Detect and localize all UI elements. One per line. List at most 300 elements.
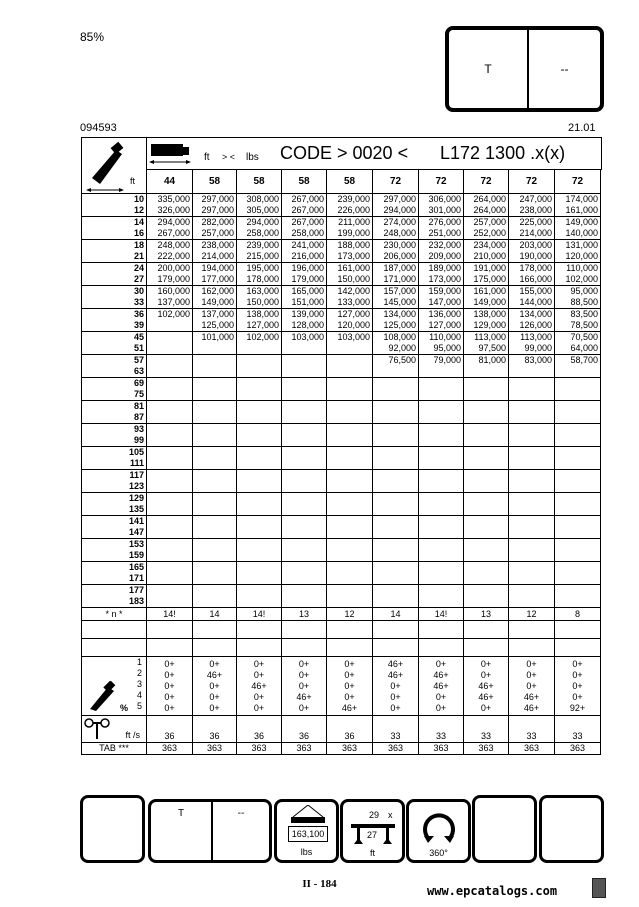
wind-cell: 36 <box>193 716 237 743</box>
load-cell: 137,000 125,000 <box>193 309 237 332</box>
website-link[interactable]: www.epcatalogs.com <box>427 884 558 898</box>
n-value-cell: 14! <box>147 608 193 621</box>
radius-cell: 165 171 <box>82 562 147 585</box>
table-row <box>82 401 601 424</box>
load-cell <box>555 493 601 516</box>
blank-cell <box>555 639 601 657</box>
load-cell <box>193 401 237 424</box>
load-cell <box>464 401 509 424</box>
boom-length-cell: 72 <box>463 169 509 194</box>
load-cell: 195,000 178,000 <box>237 263 282 286</box>
load-cell <box>327 378 373 401</box>
load-cell <box>327 493 373 516</box>
load-cell <box>555 447 601 470</box>
telescope-cell: 46+ 46+ 0+ 0+ 0+ <box>373 657 419 716</box>
radius-cell: 105 111 <box>82 447 147 470</box>
load-cell <box>555 516 601 539</box>
top-box-left: T <box>449 30 529 108</box>
load-cell <box>327 401 373 424</box>
telescope-boom-icon <box>86 681 120 711</box>
telescope-cell: 0+ 0+ 46+ 0+ 0+ <box>237 657 282 716</box>
load-cell: 187,000 171,000 <box>373 263 419 286</box>
load-cell <box>555 424 601 447</box>
load-cell <box>147 378 193 401</box>
load-cell: 297,000 294,000 <box>373 194 419 217</box>
radius-cell: 24 27 <box>82 263 147 286</box>
table-row <box>82 447 601 470</box>
load-cell: 149,000 140,000 <box>555 217 601 240</box>
load-cell: 248,000 222,000 <box>147 240 193 263</box>
load-cell <box>282 424 327 447</box>
load-cell <box>147 585 193 608</box>
outrigger-x-value: 29 <box>369 810 380 820</box>
load-cell <box>555 401 601 424</box>
outrigger-y-value: 27 <box>367 830 378 840</box>
load-cell: 95,000 88,500 <box>555 286 601 309</box>
blank-cell <box>419 621 464 639</box>
boom-length-cell: 72 <box>372 169 419 194</box>
load-cell <box>282 585 327 608</box>
load-cell <box>193 424 237 447</box>
boom-length-cell: 58 <box>192 169 237 194</box>
load-cell <box>419 470 464 493</box>
blank-button-right-1[interactable] <box>472 795 537 863</box>
load-cell: 232,000 209,000 <box>419 240 464 263</box>
load-cell <box>147 424 193 447</box>
load-cell <box>327 516 373 539</box>
load-cell <box>509 378 555 401</box>
load-cell: 110,000 102,000 <box>555 263 601 286</box>
telescope-row <box>82 657 601 716</box>
blank-cell <box>193 639 237 657</box>
table-row <box>82 562 601 585</box>
radius-cell: 117 123 <box>82 470 147 493</box>
load-cell: 163,000 150,000 <box>237 286 282 309</box>
load-cell <box>193 516 237 539</box>
load-cell <box>147 516 193 539</box>
table-row <box>82 378 601 401</box>
load-cell: 155,000 144,000 <box>509 286 555 309</box>
table-row <box>82 194 601 217</box>
doc-number: 094593 <box>80 122 117 134</box>
load-cell: 257,000 252,000 <box>464 217 509 240</box>
wind-row <box>82 716 601 743</box>
load-cell <box>327 562 373 585</box>
load-cell: 267,000 258,000 <box>282 217 327 240</box>
load-cell: 102,000 <box>147 309 193 332</box>
telescope-cell: 0+ 0+ 0+ 0+ 46+ <box>327 657 373 716</box>
radius-cell: 141 147 <box>82 516 147 539</box>
load-cell <box>237 585 282 608</box>
load-cell <box>147 562 193 585</box>
load-cell <box>282 539 327 562</box>
load-cell <box>193 378 237 401</box>
wind-cell: 33 <box>419 716 464 743</box>
table-row <box>82 585 601 608</box>
tab-cell: 363 <box>509 743 555 755</box>
load-cell <box>509 424 555 447</box>
load-cell: 127,000 120,000 <box>327 309 373 332</box>
load-cell <box>193 355 237 378</box>
table-row <box>82 470 601 493</box>
load-cell: 191,000 175,000 <box>464 263 509 286</box>
load-cell <box>282 401 327 424</box>
radius-cell: 93 99 <box>82 424 147 447</box>
telescope-unit: % <box>120 703 129 713</box>
telescope-cell: 0+ 46+ 46+ 0+ 0+ <box>419 657 464 716</box>
load-cell <box>373 447 419 470</box>
load-cell <box>555 470 601 493</box>
counterweight-button[interactable] <box>274 799 339 863</box>
book-icon <box>592 878 606 898</box>
load-cell: 239,000 226,000 <box>327 194 373 217</box>
load-cell: 142,000 133,000 <box>327 286 373 309</box>
load-cell: 103,000 <box>327 332 373 355</box>
load-cell <box>509 585 555 608</box>
wind-cell: 36 <box>327 716 373 743</box>
load-cell: 70,500 64,000 <box>555 332 601 355</box>
tab-cell: 363 <box>555 743 601 755</box>
load-cell: 101,000 <box>193 332 237 355</box>
blank-button-left[interactable] <box>80 795 145 863</box>
load-cell <box>419 401 464 424</box>
table-row <box>82 263 601 286</box>
radius-cell: 36 39 <box>82 309 147 332</box>
n-value-cell: 14 <box>373 608 419 621</box>
load-cell: 157,000 145,000 <box>373 286 419 309</box>
table-row <box>82 355 601 378</box>
blank-cell <box>327 621 373 639</box>
radius-cell: 177 183 <box>82 585 147 608</box>
load-cell: 102,000 <box>237 332 282 355</box>
table-row <box>82 424 601 447</box>
load-cell <box>147 493 193 516</box>
model-label: L172 1300 .x(x) <box>440 143 566 163</box>
n-value-cell: 14! <box>419 608 464 621</box>
boom-length-icon <box>149 140 195 166</box>
load-cell: 297,000 297,000 <box>193 194 237 217</box>
radius-cell: 45 51 <box>82 332 147 355</box>
load-cell <box>327 539 373 562</box>
n-row <box>82 608 601 621</box>
wind-cell: 33 <box>555 716 601 743</box>
counterweight-icon <box>289 805 327 825</box>
n-value-cell: 14! <box>237 608 282 621</box>
load-cell <box>373 378 419 401</box>
load-cell: 178,000 166,000 <box>509 263 555 286</box>
blank-cell <box>147 639 193 657</box>
load-cell: 138,000 129,000 <box>464 309 509 332</box>
load-cell: 161,000 150,000 <box>327 263 373 286</box>
blank-cell <box>237 639 282 657</box>
load-cell: 139,000 128,000 <box>282 309 327 332</box>
table-row <box>82 217 601 240</box>
load-cell <box>327 585 373 608</box>
tab-cell: 363 <box>373 743 419 755</box>
slew-button[interactable] <box>406 799 471 863</box>
blank-cell <box>193 621 237 639</box>
load-cell <box>464 470 509 493</box>
load-cell: 138,000 127,000 <box>237 309 282 332</box>
telescope-stage-labels: 1 2 3 4 5 <box>136 657 142 711</box>
load-cell <box>419 378 464 401</box>
load-cell: 308,000 305,000 <box>237 194 282 217</box>
load-cell: 161,000 149,000 <box>464 286 509 309</box>
blank-row <box>82 621 601 639</box>
load-cell: 274,000 248,000 <box>373 217 419 240</box>
table-row <box>82 286 601 309</box>
blank-cell <box>373 621 419 639</box>
tab-cell: 363 <box>464 743 509 755</box>
wind-cell: 36 <box>237 716 282 743</box>
load-cell <box>282 378 327 401</box>
load-cell: 196,000 179,000 <box>282 263 327 286</box>
load-cell <box>147 332 193 355</box>
load-cell: 174,000 161,000 <box>555 194 601 217</box>
tab-cell: 363 <box>147 743 193 755</box>
load-cell: 134,000 125,000 <box>373 309 419 332</box>
load-cell <box>373 424 419 447</box>
load-cell <box>282 516 327 539</box>
load-cell <box>373 493 419 516</box>
load-cell <box>509 401 555 424</box>
load-cell <box>509 447 555 470</box>
units-ft: ft <box>204 152 210 163</box>
load-cell <box>464 447 509 470</box>
blank-cell <box>237 621 282 639</box>
telescope-cell: 0+ 0+ 0+ 0+ 92+ <box>555 657 601 716</box>
radius-cell: 18 21 <box>82 240 147 263</box>
load-cell: 203,000 190,000 <box>509 240 555 263</box>
blank-cell <box>464 621 509 639</box>
load-cell: 110,000 95,000 <box>419 332 464 355</box>
table-row <box>82 309 601 332</box>
load-cell <box>509 562 555 585</box>
percent-label: 85% <box>80 30 105 44</box>
blank-cell <box>147 621 193 639</box>
load-cell <box>237 493 282 516</box>
telescope-cell: 0+ 46+ 0+ 0+ 0+ <box>193 657 237 716</box>
counterweight-value: 163,100 <box>288 826 328 842</box>
n-value-cell: 8 <box>555 608 601 621</box>
load-cell <box>327 470 373 493</box>
load-cell <box>419 516 464 539</box>
wind-cell: 36 <box>282 716 327 743</box>
load-cell <box>555 539 601 562</box>
config-box <box>148 799 272 863</box>
load-cell <box>509 539 555 562</box>
blank-cell <box>509 621 555 639</box>
load-cell: 282,000 257,000 <box>193 217 237 240</box>
load-cell <box>373 401 419 424</box>
load-cell: 165,000 151,000 <box>282 286 327 309</box>
boom-length-cell: 72 <box>508 169 555 194</box>
load-cell: 76,500 <box>373 355 419 378</box>
load-cell: 113,000 97,500 <box>464 332 509 355</box>
config-dash: -- <box>237 808 245 819</box>
load-cell <box>373 585 419 608</box>
load-cell <box>282 447 327 470</box>
load-cell <box>147 470 193 493</box>
load-cell <box>555 562 601 585</box>
load-cell <box>419 493 464 516</box>
blank-cell <box>464 639 509 657</box>
n-value-cell: 13 <box>464 608 509 621</box>
load-cell: 306,000 301,000 <box>419 194 464 217</box>
load-cell <box>373 539 419 562</box>
radius-cell: 129 135 <box>82 493 147 516</box>
load-cell: 58,700 <box>555 355 601 378</box>
load-cell <box>464 539 509 562</box>
blank-row <box>82 639 601 657</box>
load-cell: 81,000 <box>464 355 509 378</box>
load-cell: 83,000 <box>509 355 555 378</box>
table-row <box>82 516 601 539</box>
blank-cell <box>82 621 147 639</box>
load-cell <box>327 355 373 378</box>
outrigger-button[interactable] <box>340 799 405 863</box>
blank-button-right-2[interactable] <box>539 795 604 863</box>
load-cell <box>464 493 509 516</box>
wind-cell: 36 <box>147 716 193 743</box>
load-cell <box>193 562 237 585</box>
load-cell: 230,000 206,000 <box>373 240 419 263</box>
load-cell <box>147 355 193 378</box>
load-cell <box>193 539 237 562</box>
blank-cell <box>373 639 419 657</box>
load-cell <box>193 493 237 516</box>
load-cell <box>327 447 373 470</box>
n-value-cell: 13 <box>282 608 327 621</box>
load-cell <box>509 470 555 493</box>
wind-unit: ft /s <box>125 730 140 740</box>
load-cell <box>327 424 373 447</box>
load-cell: 83,500 78,500 <box>555 309 601 332</box>
load-cell <box>373 516 419 539</box>
tab-cell: 363 <box>282 743 327 755</box>
outrigger-x-mark: x <box>388 810 393 820</box>
load-cell: 267,000 267,000 <box>282 194 327 217</box>
load-cell <box>237 401 282 424</box>
boom-length-cell: 58 <box>236 169 282 194</box>
wind-label-cell <box>82 716 147 743</box>
load-cell <box>555 585 601 608</box>
load-cell: 238,000 214,000 <box>193 240 237 263</box>
tab-cell: 363 <box>237 743 282 755</box>
crane-boom-icon <box>82 138 146 193</box>
n-value-cell: 12 <box>327 608 373 621</box>
load-cell: 113,000 99,000 <box>509 332 555 355</box>
load-cell: 294,000 258,000 <box>237 217 282 240</box>
load-cell <box>373 562 419 585</box>
load-cell: 159,000 147,000 <box>419 286 464 309</box>
load-cell: 134,000 126,000 <box>509 309 555 332</box>
top-config-box <box>445 26 604 112</box>
tab-cell: 363 <box>327 743 373 755</box>
header-title-row <box>146 137 602 170</box>
load-cell: 200,000 179,000 <box>147 263 193 286</box>
load-cell: 103,000 <box>282 332 327 355</box>
load-cell <box>237 424 282 447</box>
blank-cell <box>555 621 601 639</box>
load-chart-table <box>81 193 601 755</box>
config-t: T <box>177 808 185 819</box>
table-row <box>82 240 601 263</box>
load-cell <box>147 401 193 424</box>
telescope-label-cell <box>82 657 147 716</box>
radius-cell: 81 87 <box>82 401 147 424</box>
load-cell <box>464 378 509 401</box>
boom-length-cell: 44 <box>146 169 193 194</box>
load-cell <box>237 539 282 562</box>
load-cell: 247,000 238,000 <box>509 194 555 217</box>
load-cell <box>464 424 509 447</box>
radius-unit: ft <box>130 176 136 186</box>
units-arrows: > < <box>222 152 236 162</box>
telescope-cell: 0+ 0+ 0+ 0+ 0+ <box>147 657 193 716</box>
load-cell: 234,000 210,000 <box>464 240 509 263</box>
load-cell <box>373 470 419 493</box>
tab-row <box>82 743 601 755</box>
wind-anemometer-icon <box>84 717 110 741</box>
blank-cell <box>327 639 373 657</box>
counterweight-unit: lbs <box>300 847 313 857</box>
blank-cell <box>509 639 555 657</box>
blank-cell <box>282 639 327 657</box>
load-cell <box>237 355 282 378</box>
load-cell <box>147 447 193 470</box>
boom-length-cell: 58 <box>326 169 373 194</box>
load-cell: 131,000 120,000 <box>555 240 601 263</box>
outrigger-unit: ft <box>369 848 375 858</box>
load-cell: 276,000 251,000 <box>419 217 464 240</box>
load-cell <box>555 378 601 401</box>
load-cell <box>419 447 464 470</box>
table-row <box>82 493 601 516</box>
radius-cell: 153 159 <box>82 539 147 562</box>
load-cell <box>282 493 327 516</box>
load-cell <box>237 378 282 401</box>
slew-rotation-icon <box>422 812 456 844</box>
load-cell <box>419 424 464 447</box>
load-cell: 225,000 214,000 <box>509 217 555 240</box>
blank-cell <box>419 639 464 657</box>
blank-cell <box>82 639 147 657</box>
blank-cell <box>282 621 327 639</box>
load-cell: 136,000 127,000 <box>419 309 464 332</box>
radius-cell: 57 63 <box>82 355 147 378</box>
load-cell: 160,000 137,000 <box>147 286 193 309</box>
load-cell: 189,000 173,000 <box>419 263 464 286</box>
units-lbs: lbs <box>246 152 259 163</box>
load-cell: 188,000 173,000 <box>327 240 373 263</box>
load-cell: 194,000 177,000 <box>193 263 237 286</box>
load-cell <box>282 470 327 493</box>
radius-cell: 10 12 <box>82 194 147 217</box>
radius-cell: 69 75 <box>82 378 147 401</box>
load-cell <box>237 447 282 470</box>
load-cell <box>464 562 509 585</box>
load-cell <box>237 470 282 493</box>
load-cell: 239,000 215,000 <box>237 240 282 263</box>
load-cell <box>509 493 555 516</box>
load-cell: 162,000 149,000 <box>193 286 237 309</box>
load-cell <box>464 585 509 608</box>
load-cell <box>193 447 237 470</box>
radius-cell: 30 33 <box>82 286 147 309</box>
n-value-cell: 14 <box>193 608 237 621</box>
load-cell: 241,000 216,000 <box>282 240 327 263</box>
